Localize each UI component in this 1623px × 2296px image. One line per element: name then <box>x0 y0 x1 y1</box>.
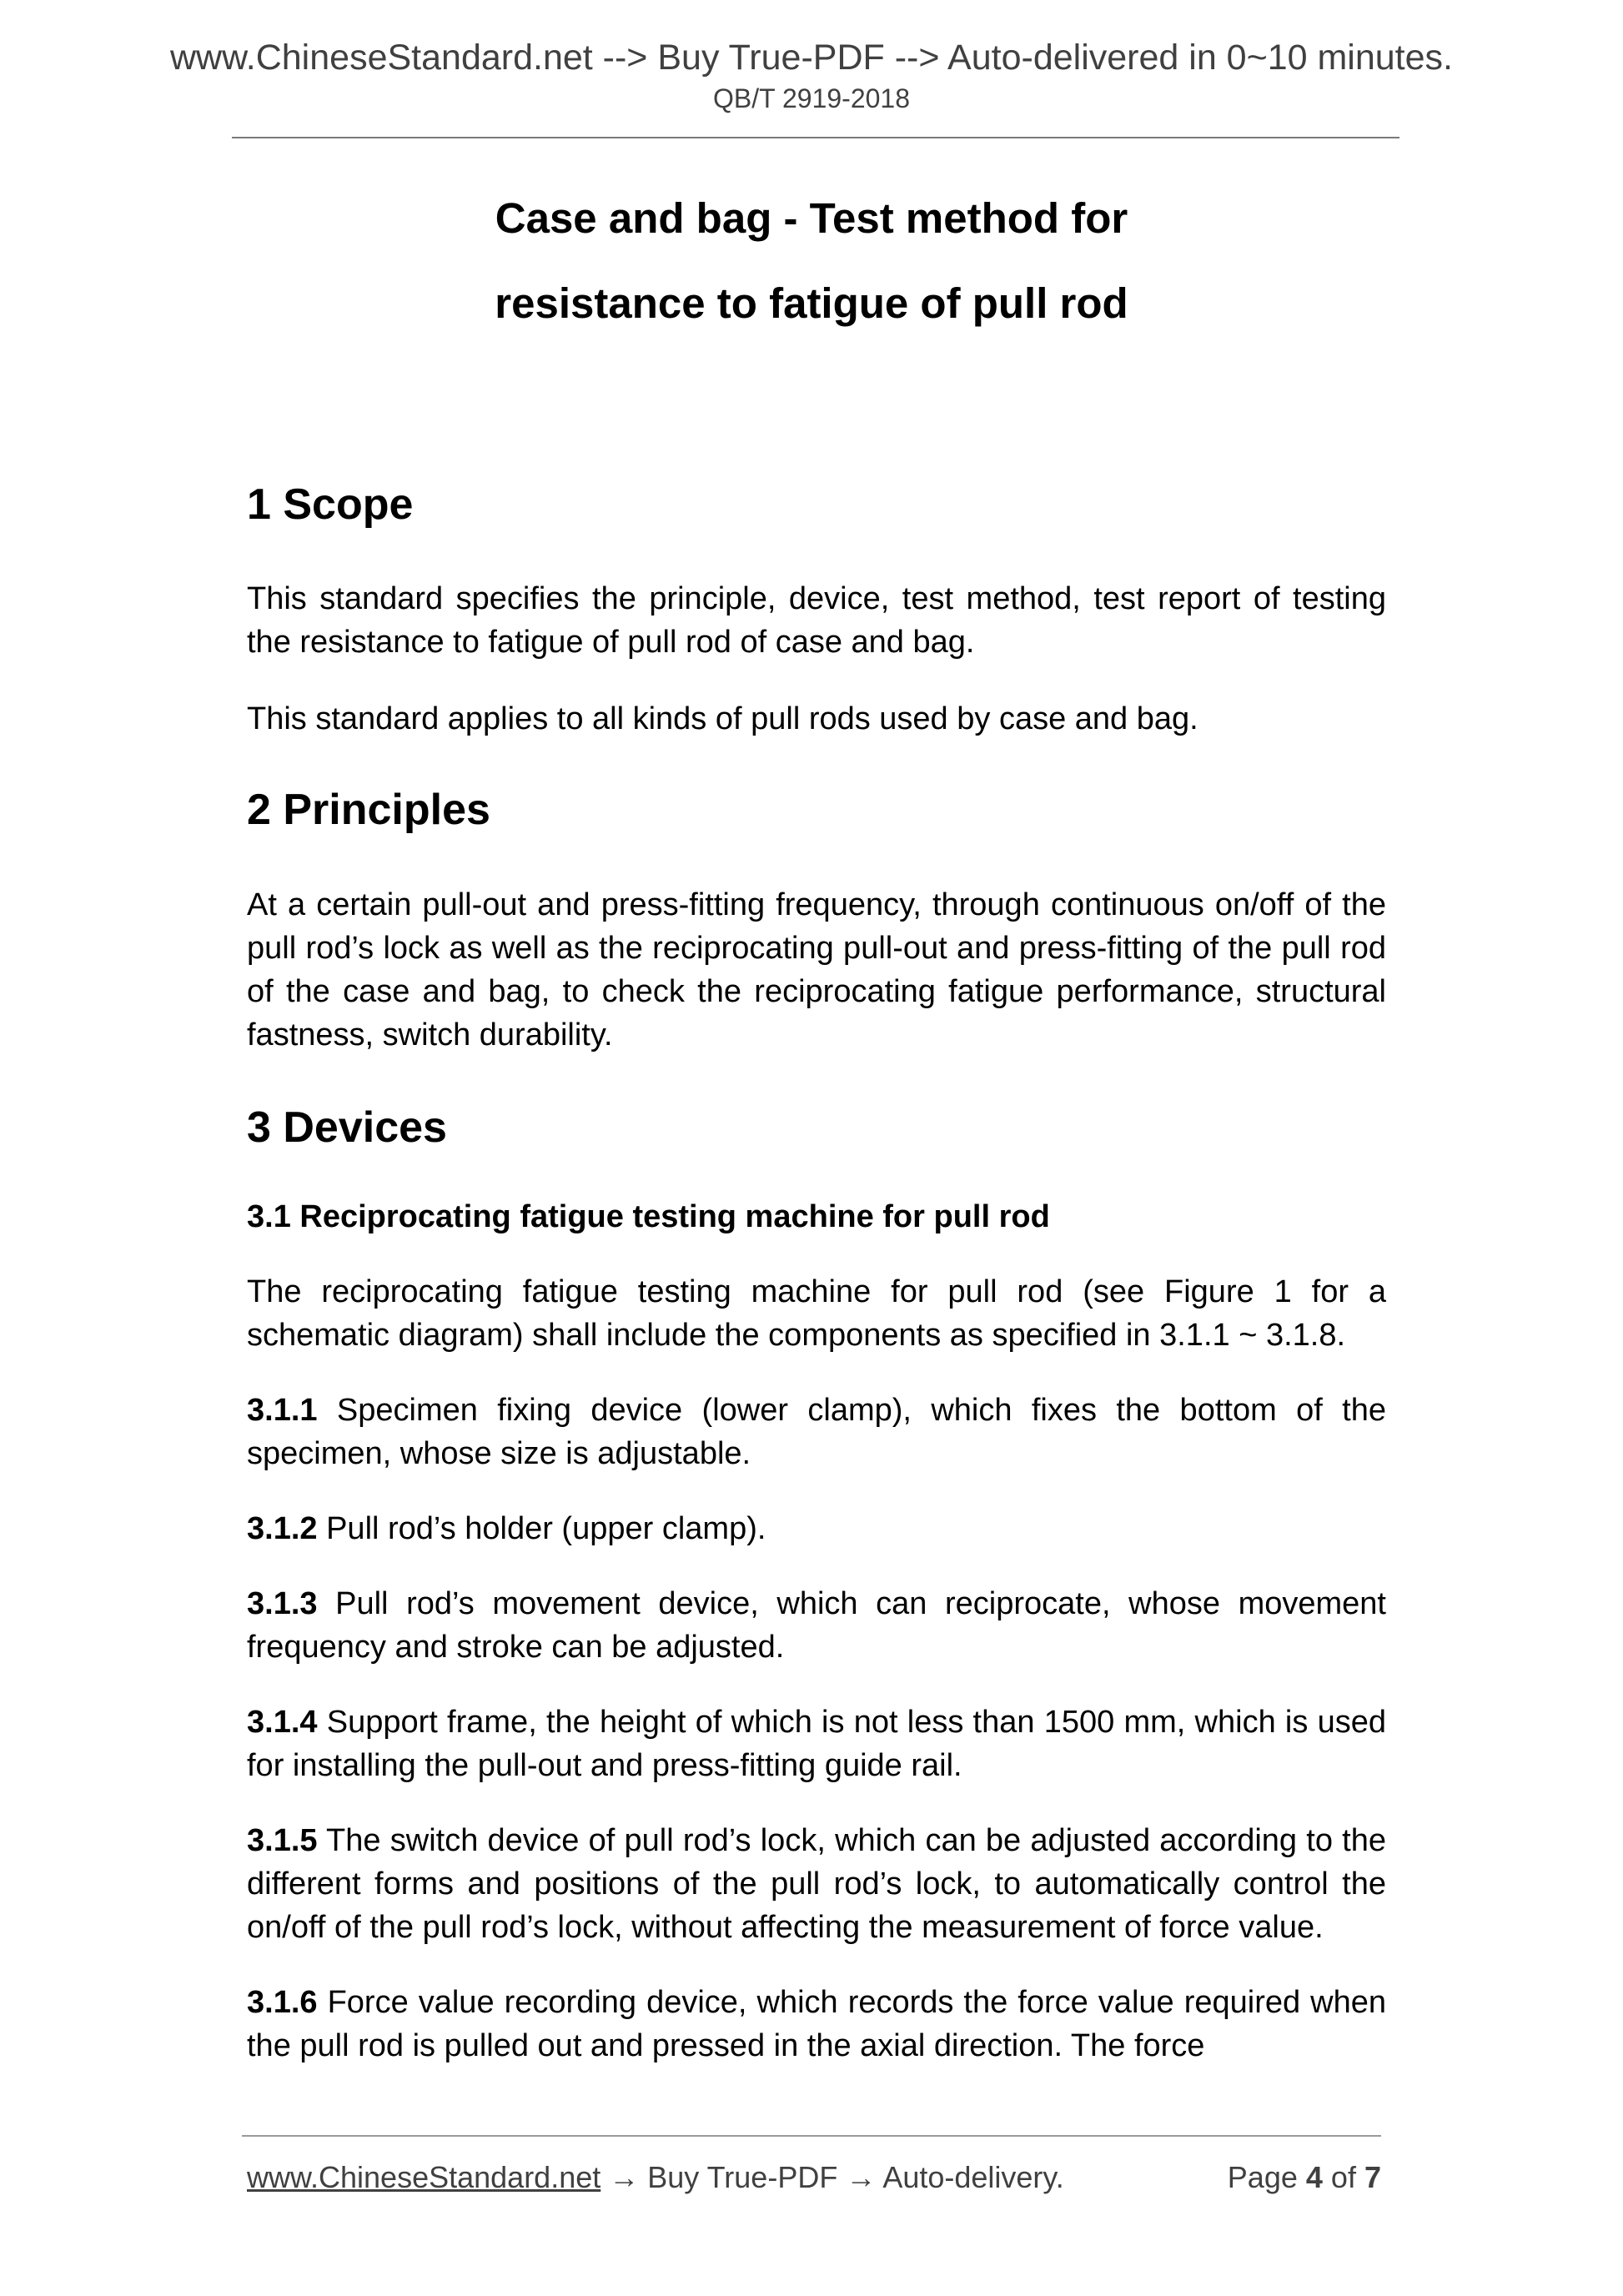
footer-tagline <box>247 2160 1064 2195</box>
document-title-line-1: Case and bag - Test method for <box>495 194 1128 242</box>
page-current: 4 <box>1305 2160 1323 2194</box>
clause-number: 3.1.6 <box>247 1984 318 2020</box>
footer-tagline-text: → Buy True-PDF → Auto-delivery. <box>600 2160 1064 2194</box>
section-heading-principles: 2 Principles <box>247 786 490 835</box>
scope-paragraph-1: This standard specifies the principle, device, test method, test report of testing the resistance to fatigue of pull rod of case and bag. <box>247 581 1386 661</box>
section-heading-scope: 1 Scope <box>247 480 414 529</box>
clause-3-1-3 <box>247 1582 1386 1669</box>
clause-text: The switch device of pull rod’s lock, which can be adjusted according to the different forms and positions of the pull rod’s lock, to automatically control the on/off of the pull rod’s lock, without affecting the measurement of force value. <box>247 1822 1386 1945</box>
clause-3-1-2 <box>247 1507 1386 1550</box>
clause-text: Pull rod’s holder (upper clamp). <box>317 1510 766 1546</box>
section-heading-devices: 3 Devices <box>247 1103 447 1152</box>
clause-number: 3.1.3 <box>247 1585 318 1621</box>
principles-paragraph: At a certain pull-out and press-fitting frequency, through continuous on/off of the pull rod’s lock as well as the reciprocating pull-out and press-fitting of the pull rod of the case and bag, to check the reciprocating fatigue performance, structural fastness, switch durability. <box>247 887 1386 1053</box>
clause-3-1-5 <box>247 1819 1386 1949</box>
footer-divider <box>242 2135 1381 2137</box>
top-banner: www.ChineseStandard.net --> Buy True-PDF --> Auto-delivered in 0~10 minutes. <box>169 38 1453 78</box>
standard-code: QB/T 2919-2018 <box>712 83 910 113</box>
clause-3-1-6 <box>247 1981 1386 2067</box>
page-indicator <box>1228 2160 1381 2195</box>
clause-text: Support frame, the height of which is not less than 1500 mm, which is used for installing the pull-out and press-fitting guide rail. <box>247 1704 1386 1783</box>
page-of: of <box>1330 2160 1356 2194</box>
clause-number: 3.1.1 <box>247 1392 318 1428</box>
clause-text: Specimen fixing device (lower clamp), which fixes the bottom of the specimen, whose size is adjustable. <box>247 1392 1386 1471</box>
devices-intro-paragraph: The reciprocating fatigue testing machine for pull rod (see Figure 1 for a schematic diagram) shall include the components as specified in 3.1.1 ~ 3.1.8. <box>247 1274 1386 1353</box>
page-label: Page <box>1227 2160 1298 2194</box>
subsection-heading-3-1: 3.1 Reciprocating fatigue testing machine for pull rod <box>247 1199 1050 1235</box>
scope-paragraph-2: This standard applies to all kinds of pull rods used by case and bag. <box>247 701 1198 737</box>
clause-number: 3.1.5 <box>247 1822 318 1858</box>
clause-number: 3.1.4 <box>247 1704 318 1740</box>
clause-3-1-1 <box>247 1389 1386 1475</box>
header-divider <box>232 137 1399 138</box>
clause-number: 3.1.2 <box>247 1510 318 1546</box>
document-body <box>247 479 1386 2067</box>
clause-text: Force value recording device, which records the force value required when the pull rod is pulled out and pressed in the axial direction. The force <box>247 1984 1386 2063</box>
clause-3-1-4 <box>247 1701 1386 1787</box>
document-title-line-2: resistance to fatigue of pull rod <box>495 279 1128 327</box>
clause-text: Pull rod’s movement device, which can reciprocate, whose movement frequency and stroke can be adjusted. <box>247 1585 1386 1665</box>
footer-website-link[interactable]: www.ChineseStandard.net <box>247 2160 601 2194</box>
page-total: 7 <box>1364 2160 1381 2194</box>
